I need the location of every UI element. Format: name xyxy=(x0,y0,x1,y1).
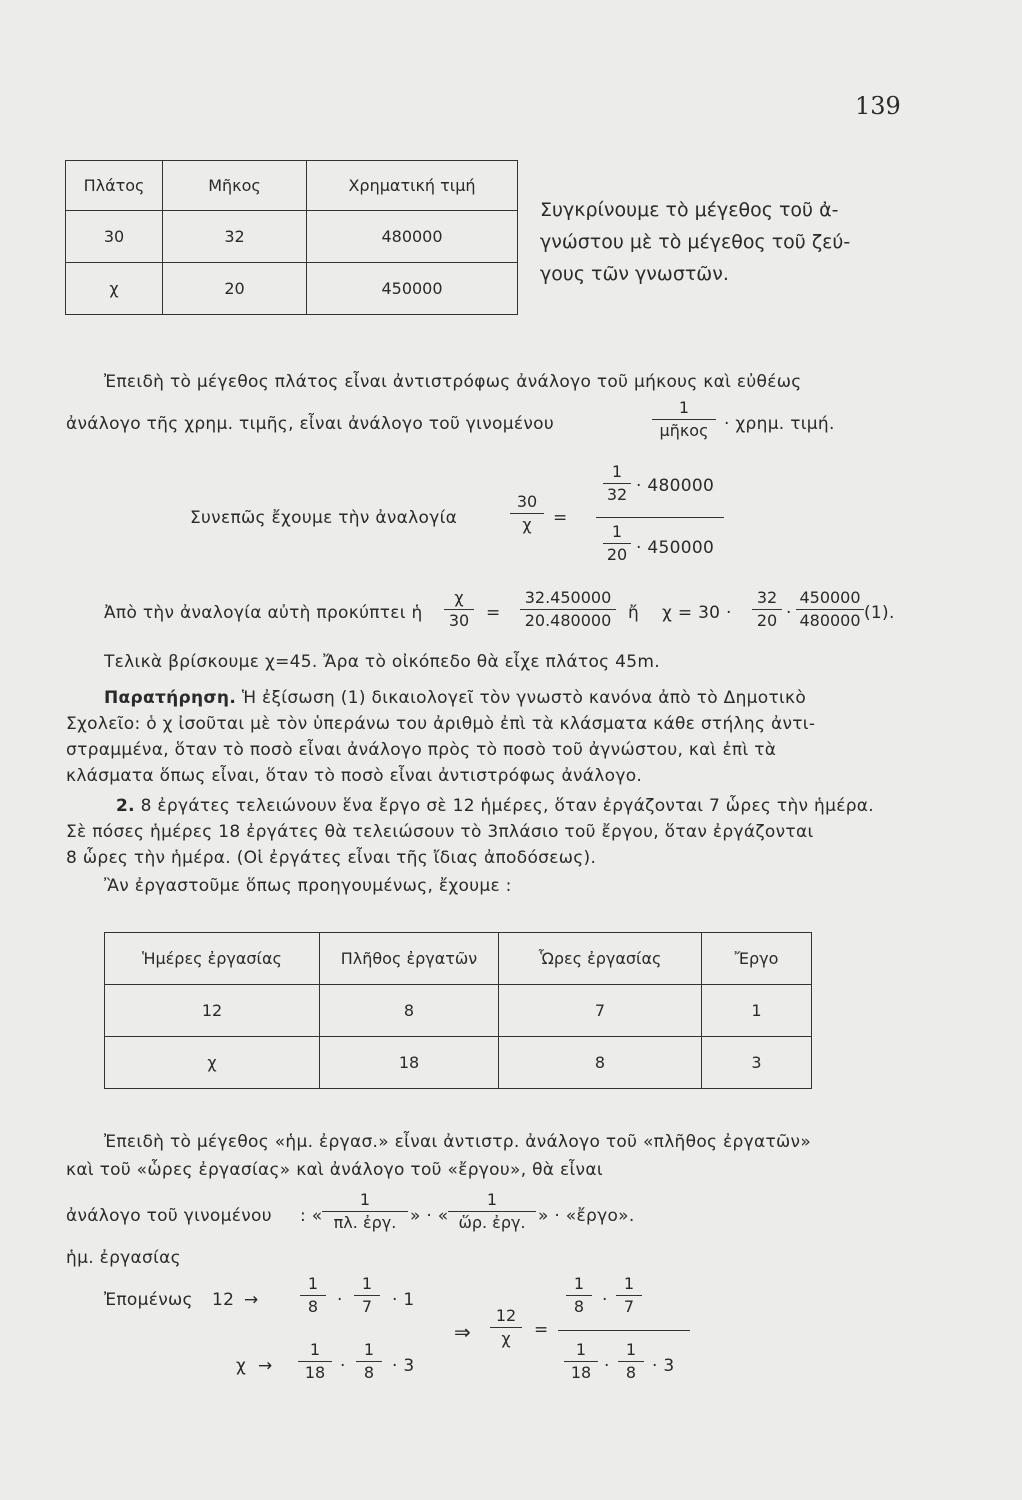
table-cell: 32 xyxy=(163,211,307,263)
table-cell: 12 xyxy=(105,985,320,1037)
fraction xyxy=(564,1340,598,1383)
fraction-bar xyxy=(490,1327,522,1328)
arrow-icon: → xyxy=(244,1290,259,1310)
paragraph-line: Ἐπειδὴ τὸ μέγεθος πλάτος εἶναι ἀντιστρόφως ἀνάλογο τοῦ μήκους καὶ εὐθέως xyxy=(104,372,802,392)
fraction-numerator: 1 xyxy=(359,1190,371,1209)
fraction-bar xyxy=(652,419,716,420)
remark-line-2: Σχολεῖο: ὁ χ ἰσοῦται μὲ τὸν ὑπεράνω του ἀριθμὸ ἐπὶ τὰ κλάσματα κάθε στήλης ἀντι- xyxy=(66,714,816,734)
fraction-denominator: 18 xyxy=(304,1363,326,1382)
table-cell: χ xyxy=(105,1037,320,1089)
table-plot-dimensions xyxy=(65,160,518,315)
table-header: Πλῆθος ἐργατῶν xyxy=(320,933,499,985)
implies-icon: ⇒ xyxy=(454,1320,472,1344)
table-cell: 30 xyxy=(66,211,163,263)
multiply-dot: · xyxy=(602,1290,608,1310)
fraction-numerator: 1 xyxy=(573,1274,585,1293)
quote-end: » · «ἔργο». xyxy=(538,1206,635,1226)
problem-2-line-1 xyxy=(116,796,874,816)
fraction-product xyxy=(520,588,616,631)
therefore-label: Ἐπομένως xyxy=(104,1290,193,1310)
paragraph-line: ἀνάλογο τῆς χρημ. τιμῆς, εἶναι ἀνάλογο τοῦ γινομένου xyxy=(66,414,554,434)
fraction-30-over-x xyxy=(510,492,544,535)
fraction-bar xyxy=(322,1211,408,1212)
fraction-denominator: ὥρ. ἐργ. xyxy=(458,1213,526,1232)
remark-label: Παρατήρηση. xyxy=(104,688,237,708)
x-equals: χ = 30 · xyxy=(662,603,732,623)
fraction-bar xyxy=(510,513,544,514)
fraction xyxy=(356,1340,382,1383)
fraction-denominator: μῆκος xyxy=(659,421,709,440)
fraction xyxy=(616,1274,642,1317)
arrow-icon: → xyxy=(258,1356,273,1376)
value-480000: · 480000 xyxy=(636,476,715,496)
multiply-dot: · xyxy=(786,603,792,623)
equals-sign: = xyxy=(486,603,501,623)
table-cell: 7 xyxy=(499,985,702,1037)
fraction-numerator: 1 xyxy=(307,1274,319,1293)
table-cell: 3 xyxy=(702,1037,812,1089)
main-fraction-bar xyxy=(558,1330,690,1331)
equals-sign: = xyxy=(553,508,568,528)
multiply-dot: · xyxy=(604,1356,610,1376)
side-note-line: γνώστου μὲ τὸ μέγεθος τοῦ ζεύ- xyxy=(540,231,851,253)
fraction-denominator: 18 xyxy=(570,1363,592,1382)
table-cell: 18 xyxy=(320,1037,499,1089)
fraction-denominator: χ xyxy=(522,515,532,534)
fraction-bar xyxy=(298,1361,332,1362)
fraction-denominator: 32 xyxy=(606,485,628,504)
table-cell: 1 xyxy=(702,985,812,1037)
fraction-bar xyxy=(354,1295,380,1296)
or-word: ἤ xyxy=(628,603,640,623)
remark-text: Ἡ ἐξίσωση (1) δικαιολογεῖ τὸν γνωστὸ κανόνα ἀπὸ τὸ Δημοτικὸ xyxy=(241,688,807,708)
row-1-left: 12 xyxy=(212,1290,235,1310)
table-cell: 450000 xyxy=(307,263,518,315)
fraction-12-over-x xyxy=(490,1306,522,1349)
fraction-numerator: 1 xyxy=(361,1274,373,1293)
fraction-denominator: 20 xyxy=(606,545,628,564)
fraction xyxy=(618,1340,644,1383)
fraction-bar xyxy=(300,1295,326,1296)
table-cell: 8 xyxy=(320,985,499,1037)
fraction-numerator: χ xyxy=(454,588,464,607)
fraction-bar xyxy=(448,1211,536,1212)
quote-open: : « xyxy=(300,1206,323,1226)
fraction-numerator: 1 xyxy=(611,522,623,541)
fraction-denominator: 30 xyxy=(448,611,470,630)
final-line: Τελικὰ βρίσκουμε χ=45. Ἄρα τὸ οἰκόπεδο θὰ εἶχε πλάτος 45m. xyxy=(104,652,660,672)
table-header: Πλάτος xyxy=(66,161,163,211)
paragraph-2-line-4: ἡμ. ἐργασίας xyxy=(66,1248,181,1268)
row-1-tail: · 1 xyxy=(392,1290,415,1310)
equation-reference: (1). xyxy=(864,603,895,623)
paragraph-2-line-3: ἀνάλογο τοῦ γινομένου xyxy=(66,1206,272,1226)
remark-line-4: κλάσματα ὅπως εἶναι, ὅταν τὸ ποσὸ εἶναι ἀντιστρόφως ἀνάλογο. xyxy=(66,766,643,786)
equals-sign: = xyxy=(534,1320,549,1340)
fraction-numerator: 1 xyxy=(575,1340,587,1359)
fraction-denominator: 8 xyxy=(307,1297,319,1316)
table-cell: 20 xyxy=(163,263,307,315)
problem-number: 2. xyxy=(116,796,135,816)
value-450000: · 450000 xyxy=(636,538,715,558)
fraction-bar xyxy=(603,483,631,484)
row-2-left: χ xyxy=(236,1356,247,1376)
fraction-denominator: χ xyxy=(501,1329,511,1348)
problem-2-line-4: Ἂν ἐργαστοῦμε ὅπως προηγουμένως, ἔχουμε : xyxy=(104,876,512,896)
fraction-numerator: 1 xyxy=(363,1340,375,1359)
fraction-bar xyxy=(752,609,782,610)
fraction-denominator: 20 xyxy=(756,611,778,630)
fraction-32-over-20 xyxy=(752,588,782,631)
fraction-1-over-length xyxy=(652,398,716,441)
fraction-numerator: 30 xyxy=(516,492,538,511)
fraction xyxy=(300,1274,326,1317)
table-header: Ἔργο xyxy=(702,933,812,985)
multiply-dot: · xyxy=(337,1290,343,1310)
fraction-1-over-hours xyxy=(448,1190,536,1233)
fraction-1-over-20 xyxy=(603,522,631,565)
remark-line-1 xyxy=(104,688,806,708)
result-lead: Ἀπὸ τὴν ἀναλογία αὐτὴ προκύπτει ἡ xyxy=(104,603,423,623)
table-cell: 480000 xyxy=(307,211,518,263)
table-cell: χ xyxy=(66,263,163,315)
side-note xyxy=(540,194,850,290)
table-header: Χρηματική τιμή xyxy=(307,161,518,211)
side-note-line: γους τῶν γνωστῶν. xyxy=(540,263,729,285)
denominator-tail: · 3 xyxy=(652,1356,675,1376)
problem-2-line-3: 8 ὧρες τὴν ἡμέρα. (Οἱ ἐργάτες εἶναι τῆς ἴδιας ἀποδόσεως). xyxy=(66,848,597,868)
fraction-numerator: 32 xyxy=(756,588,778,607)
row-2-tail: · 3 xyxy=(392,1356,415,1376)
fraction-450000-over-480000 xyxy=(796,588,864,631)
fraction-denominator: 7 xyxy=(361,1297,373,1316)
proportion-lead: Συνεπῶς ἔχουμε τὴν ἀναλογία xyxy=(190,508,458,528)
fraction-bar xyxy=(618,1361,644,1362)
fraction-1-over-workers xyxy=(322,1190,408,1233)
page-number: 139 xyxy=(855,92,901,120)
table-header: Μῆκος xyxy=(163,161,307,211)
fraction-denominator: πλ. ἐργ. xyxy=(333,1213,397,1232)
fraction-1-over-32 xyxy=(603,462,631,505)
fraction xyxy=(298,1340,332,1383)
table-header: Ὧρες ἐργασίας xyxy=(499,933,702,985)
fraction-numerator: 1 xyxy=(611,462,623,481)
quote-mid: » · « xyxy=(410,1206,449,1226)
fraction-numerator: 1 xyxy=(625,1340,637,1359)
fraction xyxy=(566,1274,592,1317)
fraction-denominator: 8 xyxy=(363,1363,375,1382)
fraction-numerator: 12 xyxy=(495,1306,517,1325)
fraction-numerator: 1 xyxy=(623,1274,635,1293)
fraction-bar xyxy=(520,609,616,610)
problem-2-line-2: Σὲ πόσες ἡμέρες 18 ἐργάτες θὰ τελειώσουν τὸ 3πλάσιο τοῦ ἔργου, ὅταν ἐργάζονται xyxy=(66,822,814,842)
fraction-numerator: 32.450000 xyxy=(524,588,612,607)
fraction-bar xyxy=(564,1361,598,1362)
remark-line-3: στραμμένα, ὅταν τὸ ποσὸ εἶναι ἀνάλογο πρὸς τὸ ποσὸ τοῦ ἀγνώστου, καὶ ἐπὶ τὰ xyxy=(66,740,777,760)
multiply-dot: · xyxy=(340,1356,346,1376)
fraction-bar xyxy=(356,1361,382,1362)
paragraph-2-line-1: Ἐπειδὴ τὸ μέγεθος «ἡμ. ἐργασ.» εἶναι ἀντιστρ. ἀνάλογο τοῦ «πλῆθος ἐργατῶν» xyxy=(104,1132,812,1152)
fraction-numerator: 1 xyxy=(486,1190,498,1209)
paragraph-2-line-2: καὶ τοῦ «ὧρες ἐργασίας» καὶ ἀνάλογο τοῦ «ἔργου», θὰ εἶναι xyxy=(66,1160,603,1180)
main-fraction-bar xyxy=(596,517,724,518)
fraction-denominator: 480000 xyxy=(799,611,861,630)
table-header: Ἡμέρες ἐργασίας xyxy=(105,933,320,985)
table-work-days xyxy=(104,932,812,1089)
side-note-line: Συγκρίνουμε τὸ μέγεθος τοῦ ἀ- xyxy=(540,199,839,221)
problem-text: 8 ἐργάτες τελειώνουν ἕνα ἔργο σὲ 12 ἡμέρες, ὅταν ἐργάζονται 7 ὧρες τὴν ἡμέρα. xyxy=(140,796,874,816)
fraction-numerator: 450000 xyxy=(799,588,861,607)
table-cell: 8 xyxy=(499,1037,702,1089)
fraction-bar xyxy=(796,609,864,610)
fraction-bar xyxy=(616,1295,642,1296)
fraction-bar xyxy=(566,1295,592,1296)
fraction-x-over-30 xyxy=(444,588,474,631)
fraction-numerator: 1 xyxy=(678,398,690,417)
paragraph-line-end: · χρημ. τιμή. xyxy=(724,414,835,434)
fraction-denominator: 8 xyxy=(573,1297,585,1316)
fraction-denominator: 8 xyxy=(625,1363,637,1382)
fraction-denominator: 20.480000 xyxy=(524,611,612,630)
fraction xyxy=(354,1274,380,1317)
fraction-numerator: 1 xyxy=(309,1340,321,1359)
fraction-bar xyxy=(444,609,474,610)
fraction-denominator: 7 xyxy=(623,1297,635,1316)
fraction-bar xyxy=(603,543,631,544)
